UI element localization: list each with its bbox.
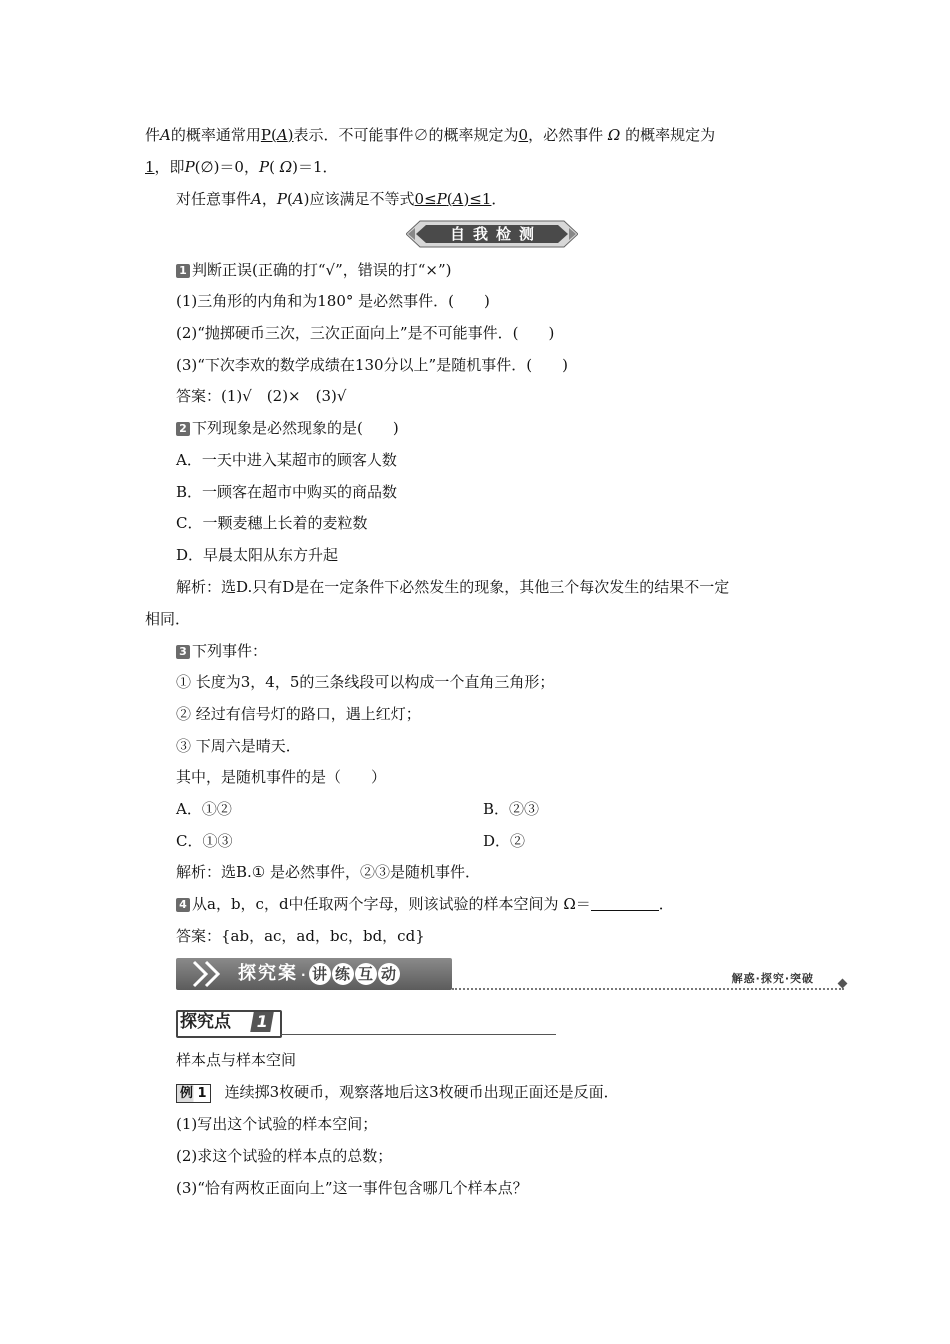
q3-stem: 3 下列事件：	[176, 641, 267, 661]
q1-item-1: (1)三角形的内角和为180° 是必然事件．( )	[176, 292, 490, 310]
explore-point-label: 探究点	[180, 1012, 231, 1032]
self-check-banner	[406, 220, 578, 248]
intro-line-1: 件A的概率通常用P(A)表示．不可能事件∅的概率规定为0，必然事件 Ω 的概率规定为	[145, 126, 716, 144]
q1-item-3: (3)“下次李欢的数学成绩在130分以上”是随机事件．( )	[176, 356, 568, 374]
q3-item-1: ① 长度为3，4，5的三条线段可以构成一个直角三角形；	[176, 673, 555, 691]
q1-item-2: (2)“抛掷硬币三次，三次正面向上”是不可能事件．( )	[176, 324, 555, 342]
q3-option-b: B．②③	[483, 800, 540, 818]
q2-option-a: A．一天中进入某超市的顾客人数	[176, 451, 397, 469]
q4-blank	[591, 896, 659, 911]
example-item-2: (2)求这个试验的样本点的总数；	[176, 1147, 393, 1165]
q3-option-c: C．①③	[176, 832, 233, 850]
double-chevron-icon	[190, 960, 232, 988]
section-title: 探究案 · 讲 练 互 动	[238, 958, 401, 990]
section-dotted-rule	[452, 988, 844, 990]
q3-option-a: A．①②	[176, 800, 232, 818]
q2-option-b: B．一顾客在超市中购买的商品数	[176, 483, 398, 501]
section-banner-bar	[176, 958, 452, 990]
explore-topic: 样本点与样本空间	[176, 1051, 297, 1069]
q2-stem: 2 下列现象是必然现象的是( )	[176, 418, 399, 438]
section-banner	[176, 958, 848, 994]
explore-point-number: 1	[250, 1012, 274, 1032]
q1-answer: 答案：(1)√ (2)× (3)√	[176, 387, 347, 405]
intro-line-3: 对任意事件A，P(A)应该满足不等式0≤P(A)≤1．	[176, 190, 507, 208]
section-subtitle: 解惑·探究·突破	[731, 972, 814, 985]
example-tag: 例 1	[176, 1084, 211, 1103]
q3-question: 其中，是随机事件的是（ ）	[176, 768, 387, 786]
q3-item-2: ② 经过有信号灯的路口，遇上红灯；	[176, 705, 421, 723]
self-check-title: 自我检测	[449, 225, 542, 243]
q2-option-c: C．一颗麦穗上长着的麦粒数	[176, 514, 368, 532]
q2-number: 2	[176, 422, 190, 436]
q3-number: 3	[176, 645, 190, 659]
example-item-3: (3)“恰有两枚正面向上”这一事件包含哪几个样本点？	[176, 1179, 528, 1197]
q1-stem: 1 判断正误(正确的打“√”，错误的打“×”)	[176, 260, 452, 280]
diamond-icon	[838, 979, 848, 989]
q4-number: 4	[176, 898, 190, 912]
q2-analysis-2: 相同．	[145, 610, 191, 628]
q1-number: 1	[176, 264, 190, 278]
example-item-1: (1)写出这个试验的样本空间；	[176, 1115, 378, 1133]
q2-analysis-1: 解析：选D.只有D是在一定条件下必然发生的现象，其他三个每次发生的结果不一定	[176, 578, 730, 596]
q4-stem: 4 从a，b，c，d中任取两个字母，则该试验的样本空间为 Ω＝ ．	[176, 894, 674, 914]
example-stem: 例 1 连续掷3枚硬币，观察落地后这3枚硬币出现正面还是反面．	[176, 1082, 619, 1103]
intro-line-2: 1，即P(∅)＝0，P( Ω)＝1．	[145, 158, 338, 176]
q3-item-3: ③ 下周六是晴天．	[176, 737, 301, 755]
q2-option-d: D．早晨太阳从东方升起	[176, 546, 339, 564]
q4-answer: 答案：{ab，ac，ad，bc，bd，cd}	[176, 927, 425, 945]
explore-point-heading	[176, 1010, 556, 1036]
explore-point-rule	[280, 1034, 556, 1035]
q3-option-d: D．②	[483, 832, 526, 850]
q3-analysis: 解析：选B.① 是必然事件，②③是随机事件．	[176, 863, 481, 881]
